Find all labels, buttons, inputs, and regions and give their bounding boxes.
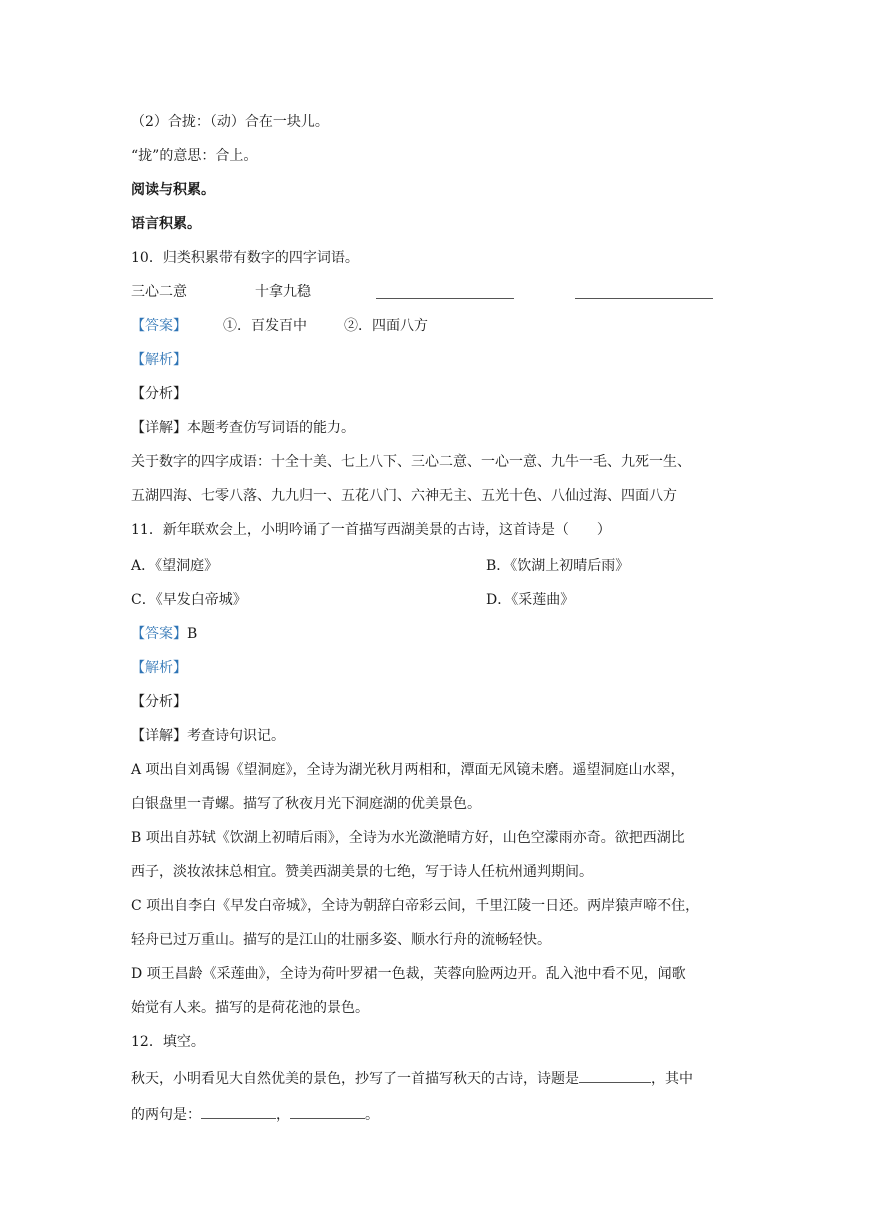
poem-line-blank-2[interactable] xyxy=(290,1104,365,1119)
poem-line-blank-1[interactable] xyxy=(201,1104,276,1119)
idiom-list-line-1: 关于数字的四字成语：十全十美、七上八下、三心二意、一心一意、九牛一毛、九死一生、 xyxy=(131,454,691,470)
explanation-c-line-2: 轻舟已过万重山。描写的是江山的壮丽多姿、顺水行舟的流畅轻快。 xyxy=(131,932,551,948)
fenxi-tag: 【分析】 xyxy=(131,694,187,710)
subsection-heading: 语言积累。 xyxy=(131,216,201,232)
question-11-answer xyxy=(131,624,809,644)
poem-title-blank[interactable] xyxy=(579,1068,651,1083)
answer-value: B xyxy=(187,626,198,642)
option-d[interactable]: D．《采莲曲》 xyxy=(486,592,575,608)
question-12-stem: 12．填空。 xyxy=(131,1034,205,1050)
detail-tag: 【详解】 xyxy=(131,420,187,436)
section-heading: 阅读与积累。 xyxy=(131,182,215,198)
explanation-a-line-1: A 项出自刘禹锡《望洞庭》，全诗为湖光秋月两相和，潭面无风镜未磨。遥望洞庭山水翠， xyxy=(131,762,685,778)
explanation-b-line-2: 西子，淡妆浓抹总相宜。赞美西湖美景的七绝，写于诗人任杭州通判期间。 xyxy=(131,864,593,880)
answer-blank-1[interactable] xyxy=(376,284,514,299)
answer-item-1: ①．百发百中 xyxy=(223,318,307,334)
answer-tag: 【答案】 xyxy=(131,626,187,642)
explanation-a-line-2: 白银盘里一青螺。描写了秋夜月光下洞庭湖的优美景色。 xyxy=(131,796,481,812)
comma: ， xyxy=(276,1107,290,1123)
question-11-stem: 11．新年联欢会上，小明吟诵了一首描写西湖美景的古诗，这首诗是（ ） xyxy=(131,522,611,538)
detail-text: 本题考查仿写词语的能力。 xyxy=(187,420,355,436)
idiom-list-line-2: 五湖四海、七零八落、九九归一、五花八门、六神无主、五光十色、八仙过海、四面八方 xyxy=(131,488,677,504)
q12-text-1-end: ，其中 xyxy=(651,1071,693,1087)
answer-item-2: ②．四面八方 xyxy=(344,318,428,334)
fenxi-tag: 【分析】 xyxy=(131,386,187,402)
question-12-line-2 xyxy=(131,1104,809,1125)
explanation-b-line-1: B 项出自苏轼《饮湖上初晴后雨》，全诗为水光潋滟晴方好，山色空濛雨亦奇。欲把西湖比 xyxy=(131,830,685,846)
explanation-c-line-1: C 项出自李白《早发白帝城》，全诗为朝辞白帝彩云间，千里江陵一日还。两岸猿声啼不住， xyxy=(131,898,700,914)
detail-tag: 【详解】 xyxy=(131,728,187,744)
answer-tag: 【答案】 xyxy=(131,318,187,334)
answer-blank-2[interactable] xyxy=(575,284,713,299)
meaning-line: “拢”的意思：合上。 xyxy=(131,148,258,164)
example-word-1: 三心二意 xyxy=(131,284,187,300)
period: 。 xyxy=(365,1107,379,1123)
detail-line xyxy=(131,726,809,746)
detail-line xyxy=(131,418,809,438)
q12-text-2: 的两句是： xyxy=(131,1107,201,1123)
option-c[interactable]: C．《早发白帝城》 xyxy=(131,592,247,608)
option-b[interactable]: B．《饮湖上初晴后雨》 xyxy=(486,558,630,574)
explanation-d-line-2: 始觉有人来。描写的是荷花池的景色。 xyxy=(131,1000,369,1016)
definition-line: （2）合拢：（动）合在一块儿。 xyxy=(131,114,329,130)
explanation-d-line-1: D 项王昌龄《采莲曲》，全诗为荷叶罗裙一色裁，芙蓉向脸两边开。乱入池中看不见，闻歌 xyxy=(131,966,686,982)
analysis-tag: 【解析】 xyxy=(131,660,187,676)
analysis-tag: 【解析】 xyxy=(131,352,187,368)
q12-text-1: 秋天，小明看见大自然优美的景色，抄写了一首描写秋天的古诗，诗题是 xyxy=(131,1071,579,1087)
question-10-stem: 10．归类积累带有数字的四字词语。 xyxy=(131,250,359,266)
option-a[interactable]: A．《望洞庭》 xyxy=(131,558,219,574)
question-12-line-1 xyxy=(131,1068,809,1089)
detail-text: 考查诗句识记。 xyxy=(187,728,285,744)
question-10-answer xyxy=(131,316,809,336)
example-word-2: 十拿九稳 xyxy=(255,284,311,300)
